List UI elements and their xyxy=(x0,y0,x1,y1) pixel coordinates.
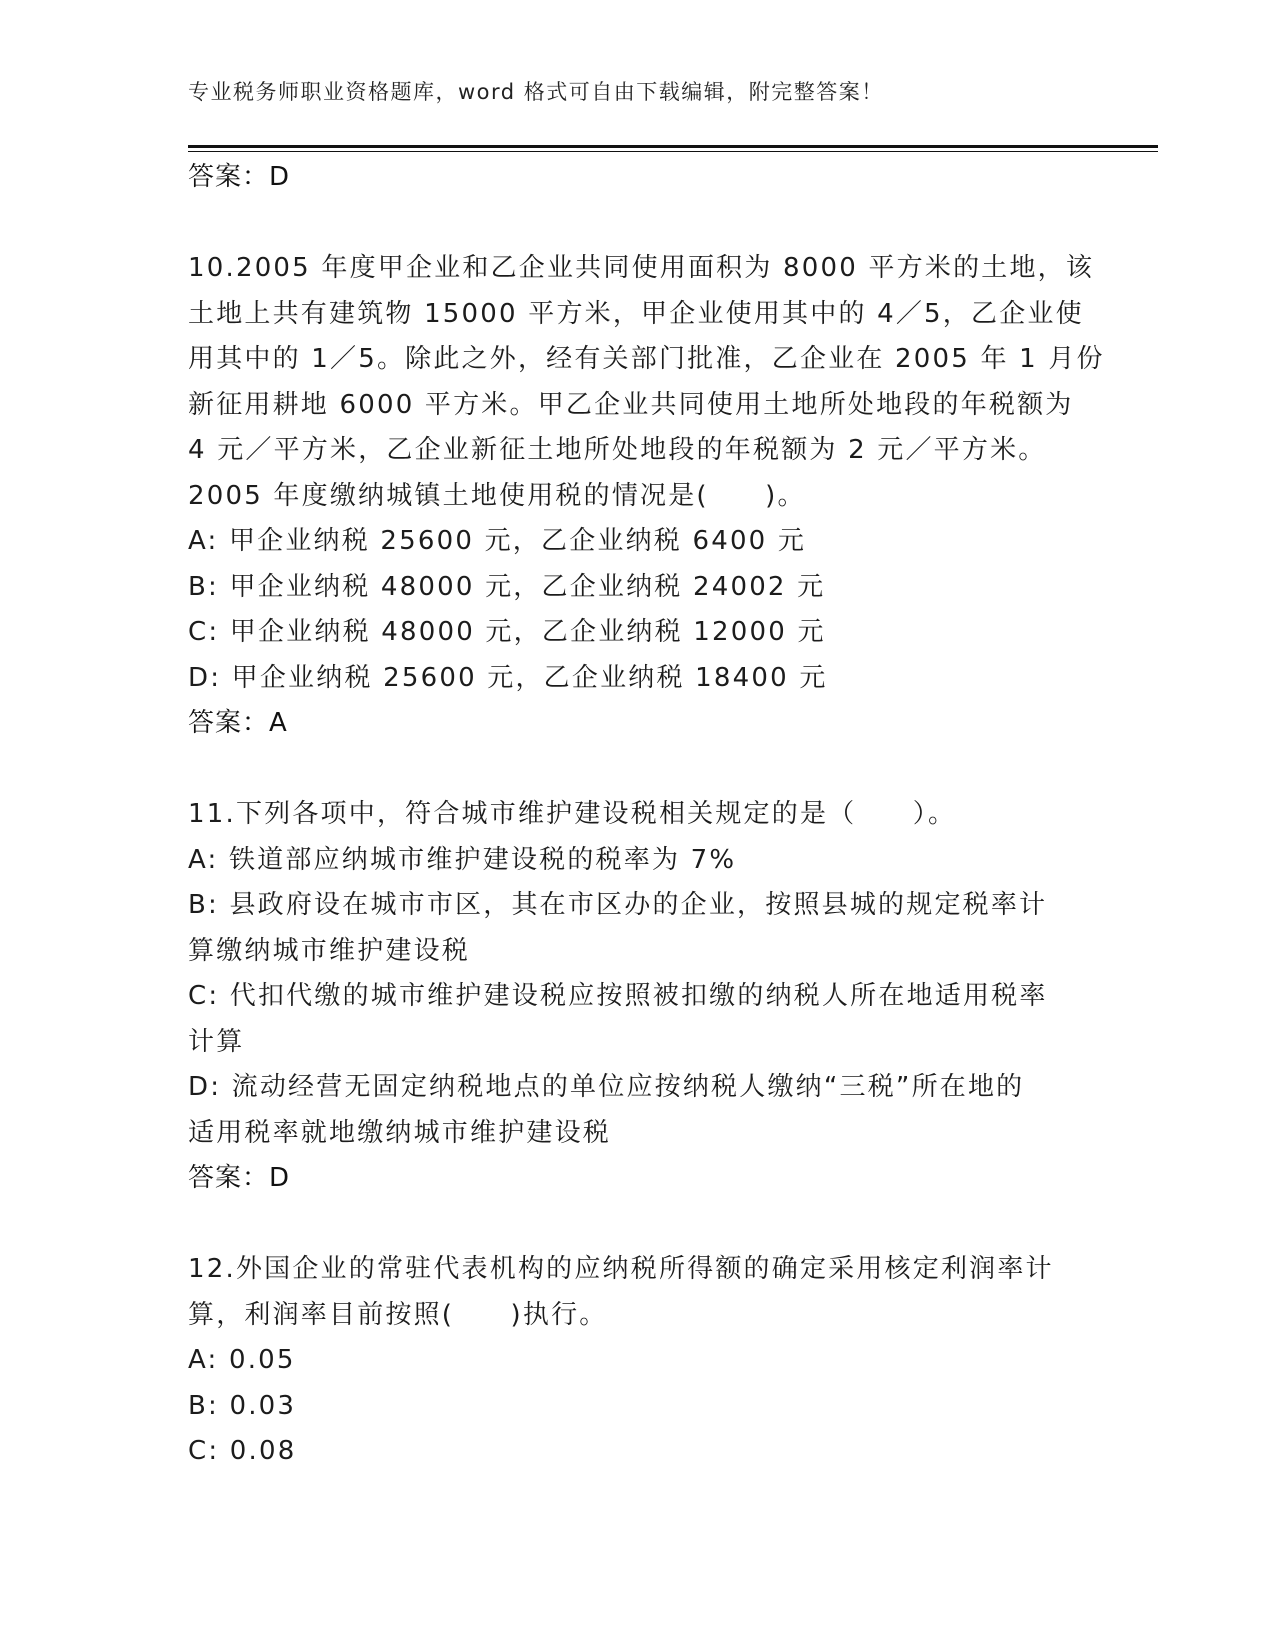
option-d: D: 甲企业纳税 25600 元，乙企业纳税 18400 元 xyxy=(188,662,828,693)
spacer xyxy=(188,1202,1088,1248)
page-header: 专业税务师职业资格题库，word 格式可自由下载编辑，附完整答案！ xyxy=(188,80,884,104)
spacer xyxy=(188,201,1088,247)
option-a: A: 0.05 xyxy=(188,1345,296,1375)
previous-answer: 答案：D xyxy=(188,162,291,192)
question-11 xyxy=(188,792,1088,1202)
question-stem-line: 4 元／平方米，乙企业新征土地所处地段的年税额为 2 元／平方米。 xyxy=(188,435,1047,465)
question-stem-line: 土地上共有建筑物 15000 平方米，甲企业使用其中的 4／5，乙企业使 xyxy=(188,298,1084,329)
answer-line: 答案：A xyxy=(188,708,288,738)
option-a: A: 甲企业纳税 25600 元，乙企业纳税 6400 元 xyxy=(188,526,807,556)
question-stem-line: 10.2005 年度甲企业和乙企业共同使用面积为 8000 平方米的土地，该 xyxy=(188,253,1095,283)
option-b-continued: 算缴纳城市维护建设税 xyxy=(188,935,471,966)
question-stem-line: 算，利润率目前按照( )执行。 xyxy=(188,1299,608,1330)
question-10 xyxy=(188,246,1105,747)
question-stem-line: 新征用耕地 6000 平方米。甲乙企业共同使用土地所处地段的年税额为 xyxy=(188,389,1074,420)
document-body xyxy=(188,155,1105,1475)
question-stem-line: 12.外国企业的常驻代表机构的应纳税所得额的确定采用核定利润率计 xyxy=(188,1254,1054,1284)
question-stem-line: 11.下列各项中，符合城市维护建设税相关规定的是（ ）。 xyxy=(188,799,957,829)
question-12 xyxy=(188,1247,1088,1475)
option-c-continued: 计算 xyxy=(188,1026,245,1057)
option-d: D: 流动经营无固定纳税地点的单位应按纳税人缴纳“三税”所在地的 xyxy=(188,1072,1025,1102)
option-b: B: 0.03 xyxy=(188,1390,297,1421)
option-c: C: 代扣代缴的城市维护建设税应按照被扣缴的纳税人所在地适用税率 xyxy=(188,981,1048,1011)
answer-line: 答案：D xyxy=(188,1163,291,1193)
question-stem-line: 2005 年度缴纳城镇土地使用税的情况是( )。 xyxy=(188,480,806,511)
spacer xyxy=(188,747,1088,793)
question-stem-line: 用其中的 1／5。除此之外，经有关部门批准，乙企业在 2005 年 1 月份 xyxy=(188,344,1105,374)
option-d-continued: 适用税率就地缴纳城市维护建设税 xyxy=(188,1117,612,1148)
option-c: C: 0.08 xyxy=(188,1436,297,1466)
option-b: B: 县政府设在城市市区，其在市区办的企业，按照县城的规定税率计 xyxy=(188,890,1048,920)
header-rule-thin xyxy=(188,151,1158,152)
option-a: A: 铁道部应纳城市维护建设税的税率为 7% xyxy=(188,844,737,875)
option-c: C: 甲企业纳税 48000 元，乙企业纳税 12000 元 xyxy=(188,617,826,647)
option-b: B: 甲企业纳税 48000 元，乙企业纳税 24002 元 xyxy=(188,571,826,602)
header-rule-thick xyxy=(188,145,1158,148)
